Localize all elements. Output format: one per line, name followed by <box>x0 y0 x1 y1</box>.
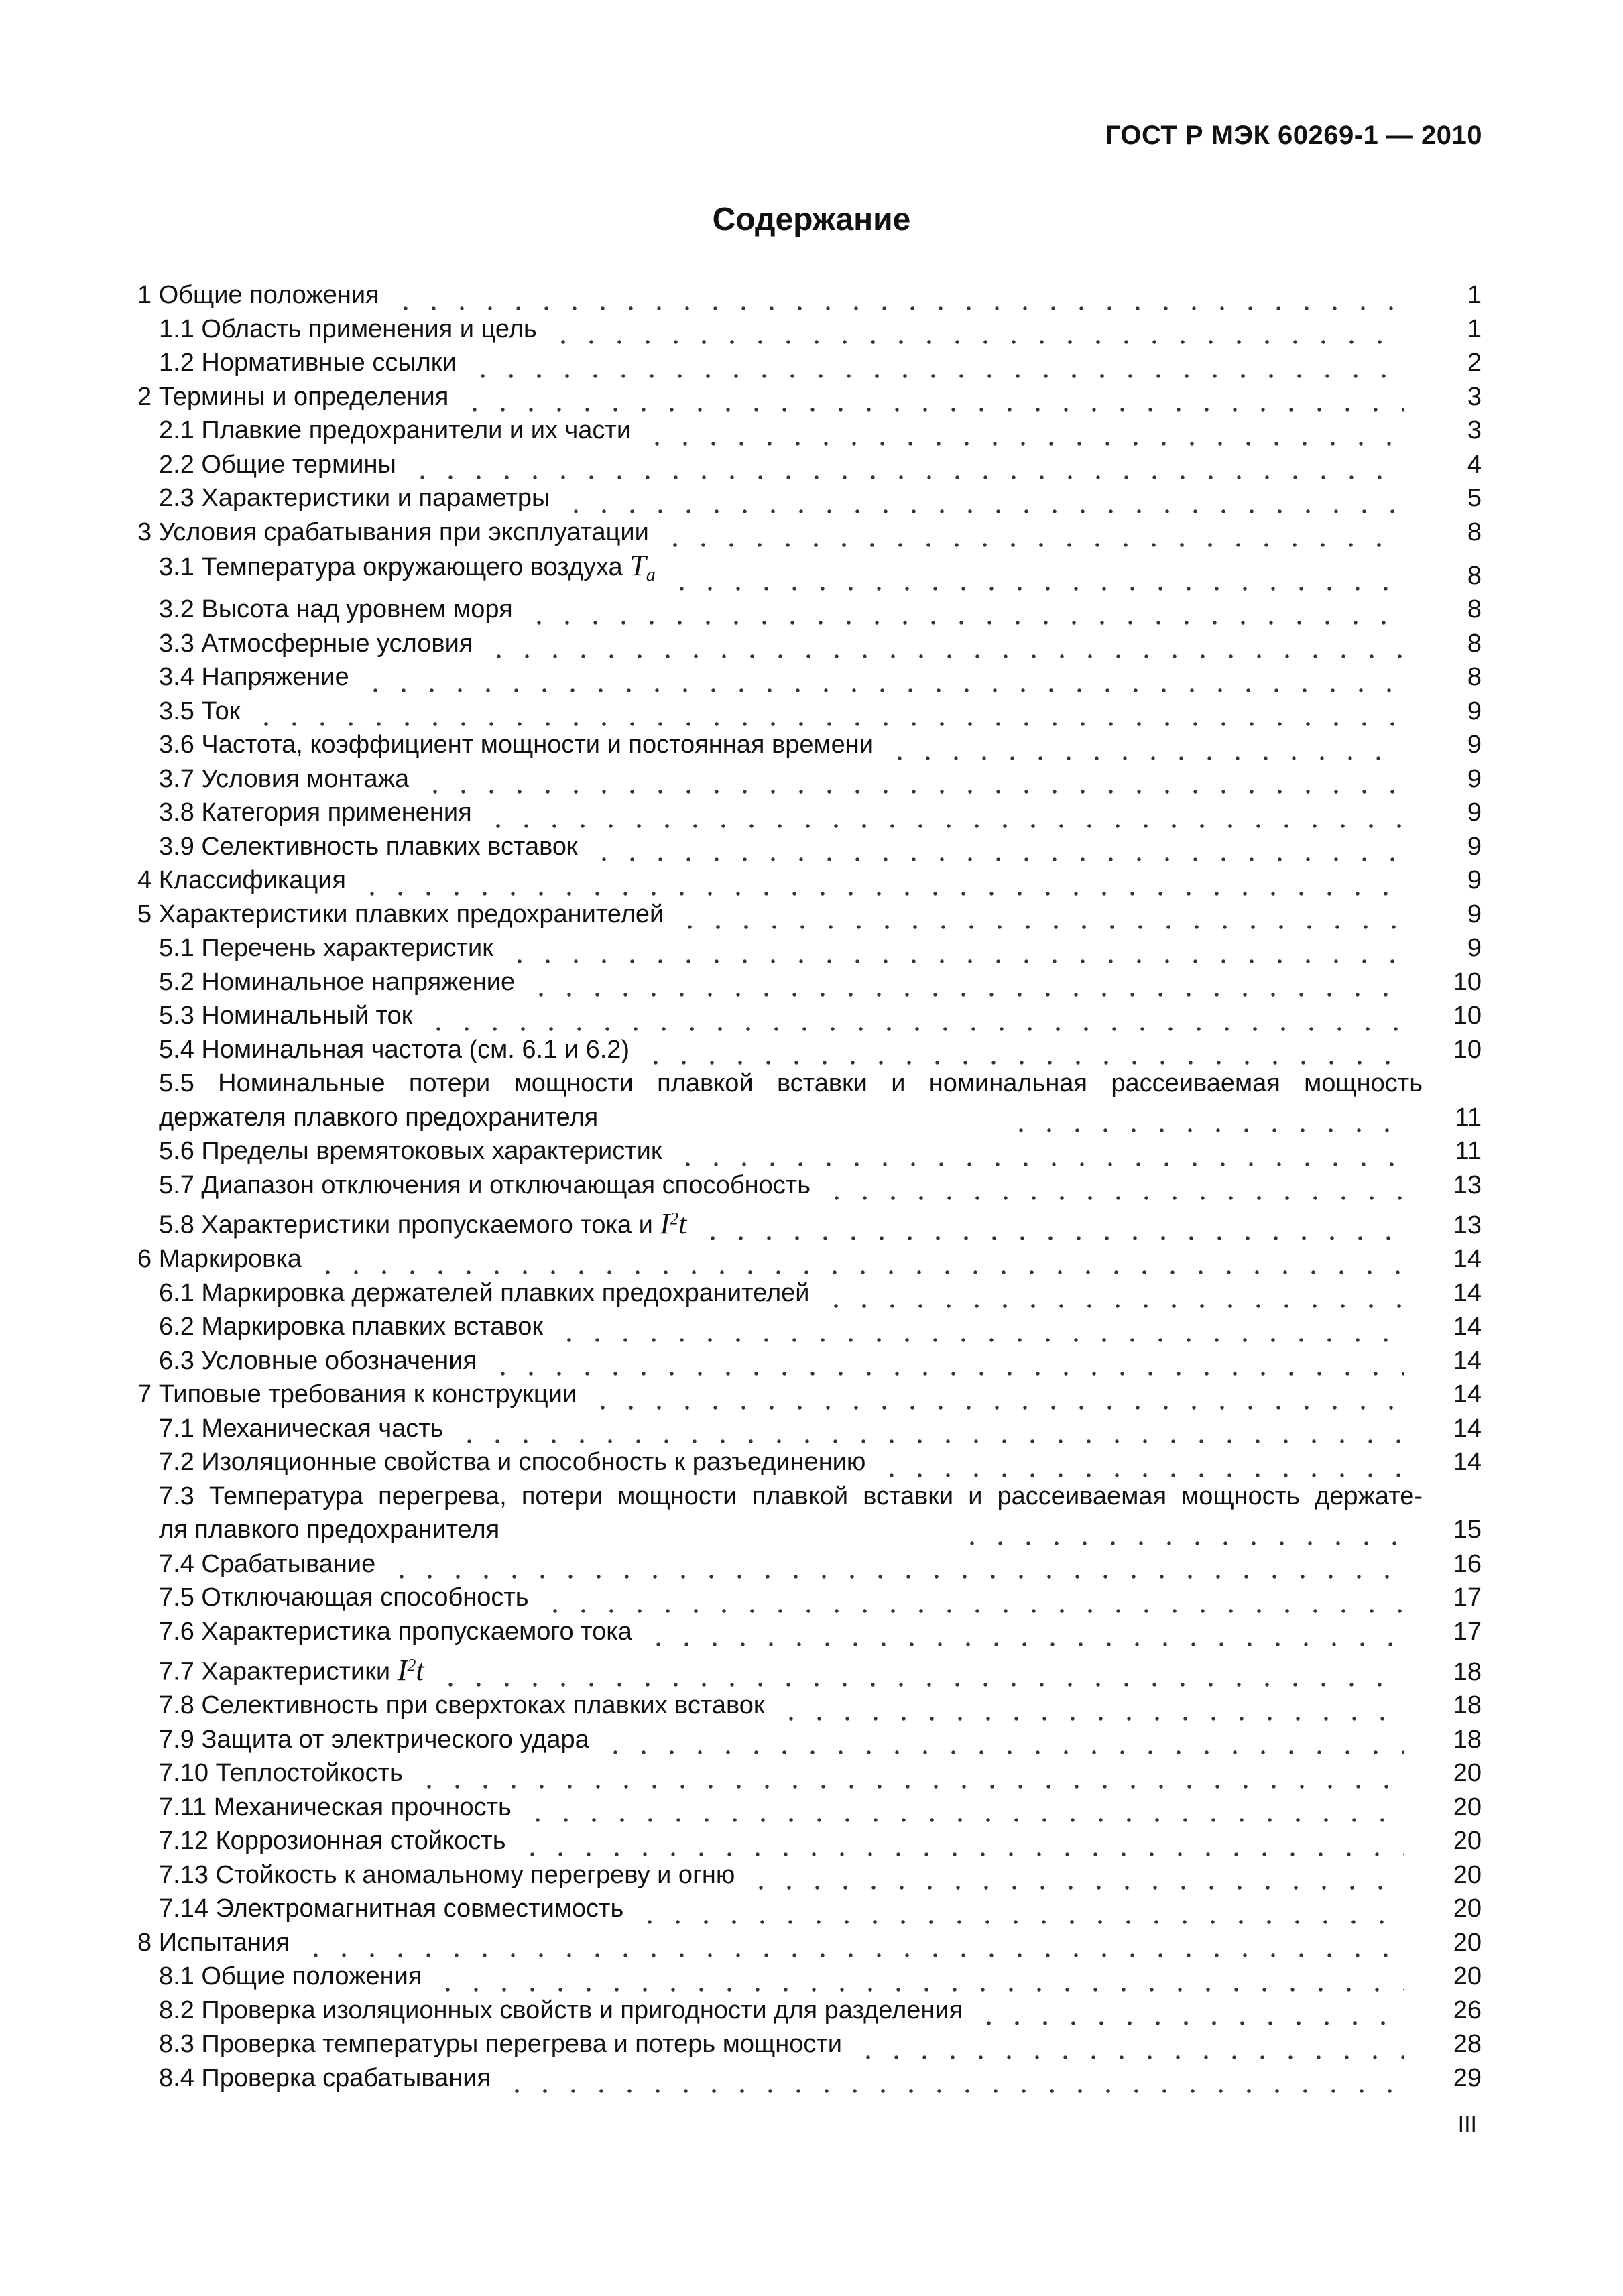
toc-entry[interactable] <box>137 627 1482 661</box>
toc-page-number: 20 <box>1453 1827 1482 1856</box>
toc-entry-label: 7.7 Характеристики <box>159 1657 391 1686</box>
toc-entry-label: 3.3 Атмосферные условия <box>159 629 473 658</box>
toc-entry-label: 5.2 Номинальное напряжение <box>159 967 516 996</box>
dot-leader <box>822 1283 1404 1310</box>
toc-entry-label: 3 Условия срабатывания при эксплуатации <box>137 518 649 546</box>
dot-leader <box>747 1865 1404 1892</box>
toc-entry[interactable] <box>137 1926 1482 1960</box>
toc-page-number: 20 <box>1453 1894 1482 1923</box>
toc-entry-label: 5.6 Пределы времятоковых характеристик <box>159 1137 662 1166</box>
toc-entry[interactable] <box>137 863 1482 898</box>
toc-entry[interactable] <box>137 1892 1482 1926</box>
toc-entry[interactable] <box>137 660 1482 694</box>
toc-entry-label: 5.5 Номинальные потери мощности плавкой вставки и номинальная рассеиваемая мощность <box>159 1069 1423 1098</box>
dot-leader <box>503 2068 1404 2095</box>
toc-entry-label: 2.3 Характеристики и параметры <box>159 484 550 512</box>
toc-entry-label: 5.7 Диапазон отключения и отключающая способность <box>159 1170 811 1199</box>
toc-page-number: 10 <box>1453 1002 1482 1030</box>
toc-page-number: 9 <box>1467 697 1482 725</box>
toc-page-number: 14 <box>1453 1313 1482 1341</box>
table-of-contents <box>137 278 1482 2095</box>
toc-entry-label: 7.1 Механическая часть <box>159 1414 444 1443</box>
toc-entry-label: 3.2 Высота над уровнем моря <box>159 595 513 624</box>
toc-page-number: 8 <box>1467 663 1482 692</box>
dot-leader <box>489 1351 1404 1378</box>
toc-page-number: 10 <box>1453 1035 1482 1064</box>
toc-page-number: 8 <box>1467 561 1482 590</box>
toc-entry[interactable] <box>137 1648 1482 1689</box>
dot-leader <box>436 1662 1404 1689</box>
toc-page-number: 20 <box>1453 1793 1482 1821</box>
toc-entry[interactable] <box>137 2027 1482 2061</box>
toc-entry-label: 1 Общие положения <box>137 281 379 309</box>
toc-entry[interactable] <box>137 1959 1482 1994</box>
dot-leader <box>485 633 1404 660</box>
toc-entry-label: 6.3 Условные обозначения <box>159 1346 477 1375</box>
toc-page-number: 9 <box>1467 900 1482 928</box>
toc-entry[interactable] <box>137 1344 1482 1378</box>
dot-leader <box>408 455 1404 481</box>
toc-entry-label: 7.3 Температура перегрева, потери мощности плавкой вставки и рассеиваемая мощность держате- <box>159 1482 1423 1510</box>
toc-entry-label: 8.4 Проверка срабатывания <box>159 2063 491 2092</box>
dot-leader <box>668 566 1404 593</box>
toc-entry[interactable] <box>137 1723 1482 1757</box>
toc-entry[interactable] <box>137 1412 1482 1446</box>
toc-page-number: 18 <box>1453 1725 1482 1754</box>
toc-entry[interactable] <box>137 694 1482 729</box>
math-symbol: $I^2t$ <box>660 1207 687 1240</box>
toc-entry-label: 8 Испытания <box>137 1928 290 1957</box>
page-number: III <box>1457 2112 1477 2137</box>
toc-entry-label: 7.14 Электромагнитная совместимость <box>159 1894 624 1923</box>
dot-leader <box>421 769 1404 796</box>
toc-entry-label: 7.4 Срабатывание <box>159 1549 376 1578</box>
dot-leader <box>484 803 1404 830</box>
dot-leader <box>361 668 1404 694</box>
dot-leader <box>314 1250 1404 1276</box>
toc-page-number: 29 <box>1453 2063 1482 2092</box>
toc-entry-label: 5.1 Перечень характеристик <box>159 934 493 963</box>
toc-entry[interactable] <box>137 1067 1482 1134</box>
dot-leader <box>358 871 1404 898</box>
toc-entry[interactable] <box>137 346 1482 380</box>
toc-entry-label: 6 Маркировка <box>137 1245 302 1274</box>
dot-leader <box>644 1622 1404 1648</box>
toc-page-number: 18 <box>1453 1691 1482 1720</box>
toc-page-number: 9 <box>1467 866 1482 895</box>
toc-entry-label: 7.13 Стойкость к аномальному перегреву и огню <box>159 1860 735 1889</box>
toc-page-number: 13 <box>1453 1170 1482 1199</box>
dot-leader <box>461 387 1404 414</box>
toc-page-number: 18 <box>1453 1657 1482 1686</box>
dot-leader <box>958 1520 1404 1547</box>
toc-entry-label: 7.6 Характеристика пропускаемого тока <box>159 1617 632 1646</box>
toc-entry-label: 3.1 Температура окружающего воздуха <box>159 553 623 581</box>
toc-entry-label: 7.11 Механическая прочность <box>159 1793 512 1821</box>
toc-page-number: 1 <box>1467 314 1482 343</box>
toc-page-number: 8 <box>1467 518 1482 546</box>
toc-entry[interactable] <box>137 380 1482 414</box>
toc-entry-label: 6.1 Маркировка держателей плавких предохранителей <box>159 1278 810 1307</box>
toc-page-number: 9 <box>1467 798 1482 827</box>
toc-page-number: 15 <box>1453 1516 1482 1545</box>
toc-entry[interactable] <box>137 1791 1482 1825</box>
toc-entry[interactable] <box>137 1445 1482 1479</box>
dot-leader <box>823 1175 1404 1202</box>
toc-entry[interactable] <box>137 481 1482 516</box>
toc-entry[interactable] <box>137 1033 1482 1067</box>
toc-entry-label: 5.8 Характеристики пропускаемого тока и <box>159 1211 653 1240</box>
math-symbol: $T_a$ <box>629 549 656 586</box>
toc-page-number: 8 <box>1467 595 1482 624</box>
toc-page-number: 3 <box>1467 416 1482 444</box>
toc-page-number: 26 <box>1453 1996 1482 2025</box>
toc-page-number: 4 <box>1467 450 1482 479</box>
toc-page-number: 3 <box>1467 382 1482 411</box>
toc-page-number: 11 <box>1455 1103 1482 1132</box>
dot-leader <box>975 2000 1404 2027</box>
dot-leader <box>854 2035 1404 2061</box>
toc-entry[interactable] <box>137 414 1482 448</box>
toc-entry[interactable] <box>137 1689 1482 1723</box>
dot-leader <box>661 522 1404 549</box>
toc-entry[interactable] <box>137 1581 1482 1615</box>
toc-entry-label: 5 Характеристики плавких предохранителей <box>137 900 664 928</box>
toc-entry[interactable] <box>137 516 1482 550</box>
toc-entry[interactable] <box>137 931 1482 965</box>
toc-entry-label: 3.5 Ток <box>159 697 241 725</box>
toc-entry[interactable] <box>137 312 1482 347</box>
toc-page-number: 14 <box>1453 1346 1482 1375</box>
toc-entry-label: 2 Термины и определения <box>137 382 449 411</box>
toc-page-number: 9 <box>1467 832 1482 861</box>
toc-entry-label: 8.1 Общие положения <box>159 1962 422 1991</box>
dot-leader <box>518 1831 1404 1858</box>
dot-leader <box>469 353 1404 380</box>
toc-entry-label-continued: держателя плавкого предохранителя <box>159 1103 599 1132</box>
toc-entry[interactable] <box>137 1824 1482 1858</box>
dot-leader <box>699 1215 1404 1242</box>
toc-page-number: 10 <box>1453 967 1482 996</box>
toc-page-number: 5 <box>1467 484 1482 512</box>
toc-page-number: 9 <box>1467 731 1482 760</box>
toc-entry[interactable] <box>137 1276 1482 1311</box>
dot-leader <box>590 837 1404 863</box>
toc-entry[interactable] <box>137 2061 1482 2096</box>
toc-entry[interactable] <box>137 1547 1482 1581</box>
toc-page-number: 14 <box>1453 1278 1482 1307</box>
dot-leader <box>674 1142 1404 1168</box>
page-title: Содержание <box>712 202 911 237</box>
dot-leader <box>525 600 1404 627</box>
toc-entry[interactable] <box>137 965 1482 1000</box>
toc-entry[interactable] <box>137 1994 1482 2028</box>
dot-leader <box>878 1453 1404 1479</box>
dot-leader <box>434 1967 1404 1994</box>
dot-leader <box>424 1006 1404 1033</box>
toc-page-number: 17 <box>1453 1617 1482 1646</box>
toc-entry-label: 8.2 Проверка изоляционных свойств и пригодности для разделения <box>159 1996 963 2025</box>
toc-entry[interactable] <box>137 593 1482 627</box>
dot-leader <box>676 904 1404 931</box>
toc-entry-label: 5.3 Номинальный ток <box>159 1002 413 1030</box>
dot-leader <box>589 1385 1404 1412</box>
dot-leader <box>777 1696 1404 1723</box>
toc-entry-label: 2.2 Общие термины <box>159 450 396 479</box>
toc-entry[interactable] <box>137 1756 1482 1791</box>
toc-entry[interactable] <box>137 999 1482 1033</box>
dot-leader <box>643 421 1404 448</box>
toc-entry-label: 3.4 Напряжение <box>159 663 349 692</box>
toc-entry-label: 7.2 Изоляционные свойства и способность к разъединению <box>159 1448 866 1477</box>
toc-page-number: 9 <box>1467 764 1482 793</box>
toc-entry[interactable] <box>137 728 1482 762</box>
document-header: ГОСТ Р МЭК 60269-1 — 2010 <box>1105 121 1482 150</box>
dot-leader <box>886 735 1404 762</box>
toc-page-number: 2 <box>1467 349 1482 377</box>
dot-leader <box>555 1317 1404 1344</box>
toc-entry-label: 2.1 Плавкие предохранители и их части <box>159 416 632 444</box>
toc-entry-label: 6.2 Маркировка плавких вставок <box>159 1313 544 1341</box>
toc-entry-label: 3.7 Условия монтажа <box>159 764 410 793</box>
toc-entry[interactable] <box>137 1134 1482 1168</box>
toc-page-number: 11 <box>1455 1137 1482 1166</box>
toc-entry[interactable] <box>137 1858 1482 1892</box>
toc-entry-label: 5.4 Номинальная частота (см. 6.1 и 6.2) <box>159 1035 630 1064</box>
toc-entry[interactable] <box>137 1202 1482 1242</box>
toc-entry[interactable] <box>137 1615 1482 1649</box>
dot-leader <box>562 489 1404 516</box>
toc-entry-label: 7.8 Селективность при сверхтоках плавких вставок <box>159 1691 765 1720</box>
toc-page-number: 20 <box>1453 1860 1482 1889</box>
toc-entry-label: 8.3 Проверка температуры перегрева и потерь мощности <box>159 2030 843 2059</box>
toc-page-number: 20 <box>1453 1759 1482 1788</box>
toc-page-number: 17 <box>1453 1583 1482 1612</box>
toc-entry-label: 7.12 Коррозионная стойкость <box>159 1827 506 1856</box>
toc-entry-label: 7.10 Теплостойкость <box>159 1759 403 1788</box>
dot-leader <box>387 1554 1404 1581</box>
dot-leader <box>455 1418 1404 1445</box>
toc-entry[interactable] <box>137 1378 1482 1412</box>
toc-page-number: 9 <box>1467 934 1482 963</box>
toc-entry-label: 3.9 Селективность плавких вставок <box>159 832 578 861</box>
dot-leader <box>252 701 1404 728</box>
toc-page-number: 16 <box>1453 1549 1482 1578</box>
dot-leader <box>636 1899 1404 1926</box>
toc-entry[interactable] <box>137 1242 1482 1276</box>
dot-leader <box>642 1040 1404 1067</box>
toc-entry-label: 3.8 Категория применения <box>159 798 472 827</box>
toc-page-number: 13 <box>1453 1211 1482 1240</box>
toc-entry[interactable] <box>137 796 1482 830</box>
toc-entry-label: 3.6 Частота, коэффициент мощности и постоянная времени <box>159 731 874 760</box>
toc-entry-label: 7.9 Защита от электрического удара <box>159 1725 589 1754</box>
toc-page-number: 28 <box>1453 2030 1482 2059</box>
toc-entry[interactable] <box>137 278 1482 312</box>
dot-leader <box>302 1933 1404 1959</box>
toc-entry-label: 4 Классификация <box>137 866 347 895</box>
dot-leader <box>527 972 1404 999</box>
dot-leader <box>549 319 1404 346</box>
toc-entry[interactable] <box>137 762 1482 796</box>
toc-entry-label: 1.2 Нормативные ссылки <box>159 349 457 377</box>
toc-page-number: 1 <box>1467 281 1482 309</box>
math-symbol: $I^2t$ <box>397 1653 424 1687</box>
toc-page-number: 8 <box>1467 629 1482 658</box>
toc-entry-label: 7.5 Отключающая способность <box>159 1583 529 1612</box>
toc-entry[interactable] <box>137 898 1482 932</box>
dot-leader <box>392 286 1404 312</box>
dot-leader <box>524 1797 1404 1824</box>
dot-leader <box>601 1730 1404 1756</box>
toc-entry[interactable] <box>137 1479 1482 1547</box>
toc-entry-label: 1.1 Область применения и цель <box>159 314 537 343</box>
dot-leader <box>505 939 1404 965</box>
toc-page-number: 20 <box>1453 1962 1482 1991</box>
toc-entry[interactable] <box>137 1168 1482 1203</box>
toc-entry[interactable] <box>137 1310 1482 1344</box>
dot-leader <box>415 1764 1404 1791</box>
toc-entry[interactable] <box>137 448 1482 482</box>
toc-page-number: 14 <box>1453 1414 1482 1443</box>
toc-entry-label: 7 Типовые требования к конструкции <box>137 1380 577 1409</box>
toc-page-number: 14 <box>1453 1245 1482 1274</box>
toc-entry[interactable] <box>137 549 1482 593</box>
toc-entry[interactable] <box>137 830 1482 864</box>
toc-page-number: 20 <box>1453 1928 1482 1957</box>
dot-leader <box>541 1588 1404 1615</box>
toc-page-number: 14 <box>1453 1380 1482 1409</box>
dot-leader <box>1007 1107 1404 1134</box>
toc-entry-label-continued: ля плавкого предохранителя <box>159 1516 500 1545</box>
toc-page-number: 14 <box>1453 1448 1482 1477</box>
